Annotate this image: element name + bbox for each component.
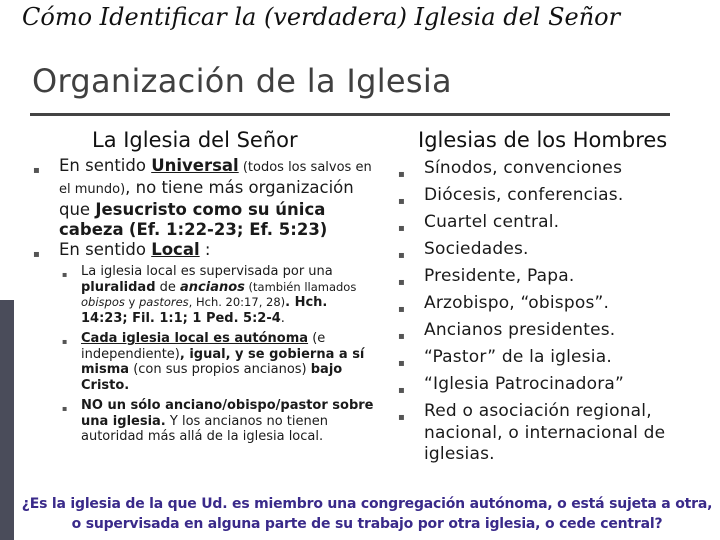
bullet-marker-icon: ▪ bbox=[398, 250, 405, 261]
right-item-label: “Iglesia Patrocinadora” bbox=[424, 374, 625, 394]
left-bullet-list bbox=[30, 156, 375, 450]
side-accent-bar-bottom bbox=[0, 300, 14, 540]
sub-bullet-supervised bbox=[59, 264, 375, 326]
universal-key: Universal bbox=[151, 156, 239, 175]
bullet-local bbox=[30, 240, 375, 445]
sup-de: de bbox=[155, 279, 181, 295]
title-divider bbox=[30, 113, 670, 116]
local-pre: En sentido bbox=[59, 240, 152, 259]
right-item bbox=[395, 266, 695, 288]
right-item-label: Ancianos presidentes. bbox=[424, 320, 616, 340]
notone-b: Y los ancianos no tienen autoridad más allá de la iglesia local. bbox=[81, 413, 328, 444]
bullet-marker-icon: ▪ bbox=[398, 223, 405, 234]
sup-a: La iglesia local es supervisada por una bbox=[81, 264, 333, 279]
auto-b: (e independiente) bbox=[81, 331, 326, 362]
sup-pastores: pastores bbox=[138, 295, 189, 309]
right-column-heading: Iglesias de los Hombres bbox=[418, 128, 668, 152]
right-item-label: Diócesis, conferencias. bbox=[424, 185, 624, 205]
right-item-label: Arzobispo, “obispos”. bbox=[424, 293, 610, 313]
sub-bullet-marker-icon: ▪ bbox=[62, 337, 68, 346]
right-item bbox=[395, 401, 695, 466]
sup-refs2: . Hch. 14:23; Fil. 1:1; 1 Ped. 5:2-4 bbox=[81, 295, 328, 326]
sup-dot: . bbox=[280, 310, 285, 326]
bullet-marker-icon: ▪ bbox=[398, 385, 405, 396]
local-sub-list bbox=[59, 264, 375, 445]
bullet-marker-icon: ▪ bbox=[398, 169, 405, 180]
right-item bbox=[395, 185, 695, 207]
bullet-marker-icon: ▪ bbox=[398, 277, 405, 288]
right-item bbox=[395, 320, 695, 342]
right-item-label: Sociedades. bbox=[424, 239, 529, 259]
bullet-marker-icon: ▪ bbox=[398, 412, 405, 423]
right-item-label: Presidente, Papa. bbox=[424, 266, 575, 286]
bullet-marker-icon: ▪ bbox=[398, 196, 405, 207]
universal-small: (todos los salvos en el mundo) bbox=[59, 160, 372, 197]
bullet-marker-icon: ▪ bbox=[398, 358, 405, 369]
bullet-marker-icon: ▪ bbox=[398, 331, 405, 342]
footer-question: ¿Es la iglesia de la que Ud. es miembro una congregación autónoma, o está sujeta a otra, o supervisada en alguna parte de su trabajo por otra iglesia, o cede central? bbox=[21, 496, 713, 532]
right-item bbox=[395, 239, 695, 261]
sub-bullet-marker-icon: ▪ bbox=[62, 404, 68, 413]
sup-obispos: obispos bbox=[81, 295, 125, 309]
sup-refs1: , Hch. 20:17, 28) bbox=[188, 295, 286, 309]
right-item bbox=[395, 158, 695, 180]
universal-refs: (Ef. 1:22-23; Ef. 5:23) bbox=[128, 220, 328, 239]
universal-mid: , no tiene más organización que bbox=[59, 178, 354, 219]
notone-a: NO un sólo anciano/obispo/pastor sobre una iglesia. bbox=[81, 398, 374, 429]
bullet-marker-icon: ▪ bbox=[398, 304, 405, 315]
right-item-label: Cuartel central. bbox=[424, 212, 560, 232]
local-post: : bbox=[199, 240, 211, 259]
auto-a: Cada iglesia local es autónoma bbox=[81, 331, 309, 346]
sub-bullet-marker-icon: ▪ bbox=[62, 270, 68, 279]
sub-bullet-autonomous bbox=[59, 331, 375, 393]
right-item-label: Sínodos, convenciones bbox=[424, 158, 623, 178]
right-item-label: Red o asociación regional, nacional, o internacional de iglesias. bbox=[424, 401, 666, 464]
auto-e: bajo Cristo. bbox=[81, 362, 343, 393]
auto-c: , igual, y se gobierna a sí misma bbox=[81, 346, 365, 377]
right-item bbox=[395, 212, 695, 234]
sup-ancianos: ancianos bbox=[180, 279, 245, 295]
universal-pre: En sentido bbox=[59, 156, 152, 175]
auto-d: (con sus propios ancianos) bbox=[129, 362, 311, 377]
slide-main-title: Organización de la Iglesia bbox=[32, 62, 452, 100]
right-item bbox=[395, 347, 695, 369]
local-key: Local bbox=[151, 240, 200, 259]
bullet-universal bbox=[30, 156, 375, 240]
right-item-label: “Pastor” de la iglesia. bbox=[424, 347, 612, 367]
sup-tambien: (también llamados bbox=[244, 279, 357, 294]
bullet-marker-icon: ▪ bbox=[33, 249, 40, 260]
right-bullet-list bbox=[395, 158, 695, 471]
bullet-marker-icon: ▪ bbox=[33, 165, 40, 176]
sub-bullet-not-one bbox=[59, 398, 375, 445]
side-accent-bar-top bbox=[0, 0, 14, 300]
left-column-heading: La Iglesia del Señor bbox=[92, 128, 298, 152]
sup-y: y bbox=[124, 295, 139, 309]
slide-top-title: Cómo Identificar la (verdadera) Iglesia del Señor bbox=[22, 3, 621, 31]
right-item bbox=[395, 293, 695, 315]
universal-head: Jesucristo como su única cabeza bbox=[59, 200, 326, 239]
sup-pluralidad: pluralidad bbox=[81, 279, 156, 295]
right-item bbox=[395, 374, 695, 396]
